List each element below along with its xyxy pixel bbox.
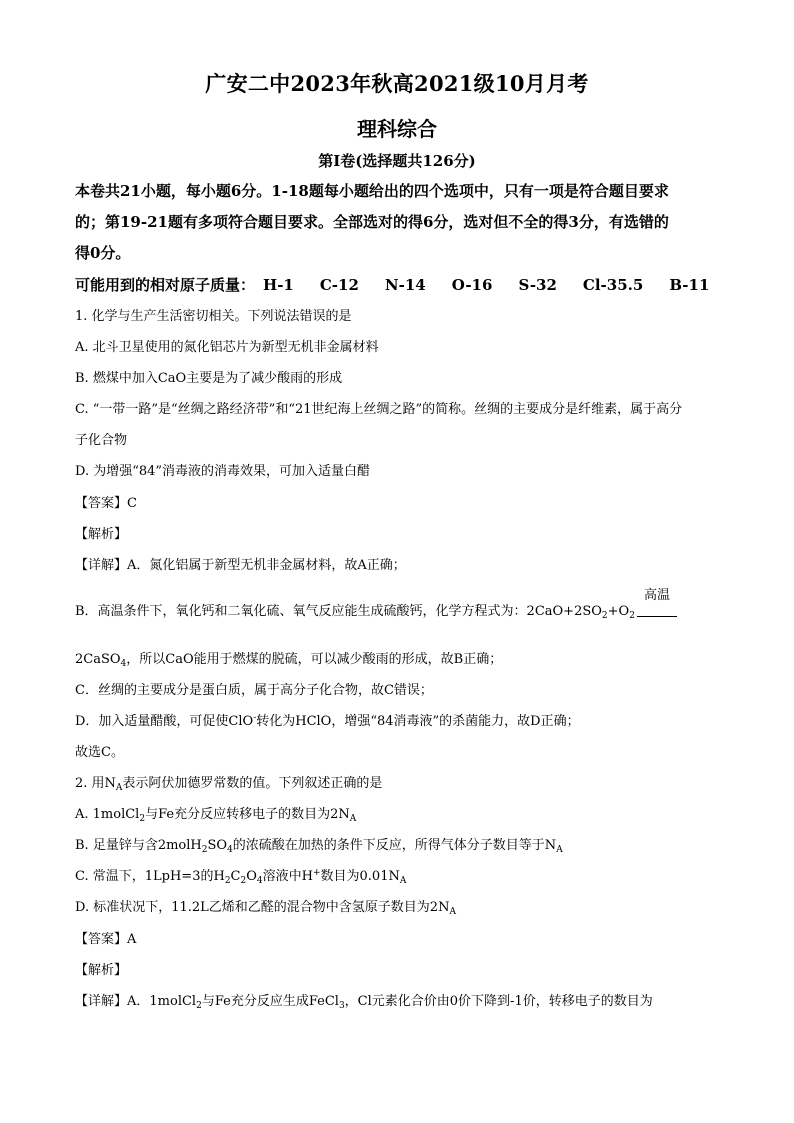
q1-option-b: B. 燃煤中加入CaO主要是为了减少酸雨的形成	[75, 371, 343, 386]
q1-detail-b-line2	[75, 651, 725, 669]
q2-stem	[75, 775, 725, 793]
text: 与Fe充分反应生成FeCl	[201, 994, 339, 1009]
subscript: 2	[601, 611, 608, 621]
subscript: A	[399, 876, 407, 886]
text: D. 标准状况下，11.2L乙烯和乙醛的混合物中含氢原子数目为2N	[75, 900, 450, 915]
text: 与Fe充分反应转移电子的数目为2N	[145, 807, 350, 822]
text: 2CaSO	[75, 652, 121, 667]
superscript: +	[312, 868, 321, 878]
subject-title: 理科综合	[357, 117, 437, 141]
q2-option-c	[75, 868, 725, 886]
text: 2. 用N	[75, 776, 116, 791]
instructions-line-1: 本卷共21小题，每小题6分。1-18题每小题给出的四个选项中，只有一项是符合题目要求	[75, 182, 669, 200]
subscript: 4	[120, 659, 127, 669]
text: ，Cl元素化合价由0价下降到-1价，转移电子的数目为	[344, 994, 653, 1009]
q1-option-c-line1: C. “一带一路”是“丝绸之路经济带”和“21世纪海上丝绸之路”的简称。丝绸的主要成分是纤维素，属于高分	[75, 402, 683, 417]
q1-analysis-heading: 【解析】	[75, 527, 128, 542]
q1-answer: 【答案】C	[75, 496, 137, 511]
exam-title: 广安二中2023年秋高2021级10月月考	[205, 71, 589, 96]
text: O	[246, 869, 257, 884]
q2-option-d	[75, 899, 725, 917]
text: ，所以CaO能用于燃煤的脱硫，可以减少酸雨的形成，故B正确；	[126, 652, 503, 667]
subscript: 4	[256, 876, 263, 886]
subscript: A	[556, 845, 563, 855]
subscript: A	[449, 907, 456, 917]
atomic-mass-item: B-11	[669, 276, 710, 294]
q2-detail-a	[75, 993, 725, 1011]
subscript: 4	[227, 845, 233, 855]
atomic-mass-item: N-14	[384, 276, 426, 294]
subscript: A	[115, 783, 123, 793]
superscript: -	[253, 713, 257, 723]
q1-option-c-line2: 子化合物	[75, 433, 128, 448]
q1-stem: 1. 化学与生产生活密切相关。下列说法错误的是	[75, 309, 352, 324]
text: C. 常温下，1LpH=3的H	[75, 869, 225, 884]
q2-answer: 【答案】A	[75, 932, 137, 947]
subscript: A	[349, 814, 357, 824]
text: A. 1molCl	[75, 807, 140, 822]
text: 【详解】A．1molCl	[75, 994, 197, 1009]
instructions-line-3: 得0分。	[75, 244, 131, 262]
q1-option-d: D. 为增强“84”消毒液的消毒效果，可加入适量白醋	[75, 464, 371, 479]
text: 溶液中H	[262, 869, 313, 884]
q1-detail-a: 【详解】A．氮化铝属于新型无机非金属材料，故A正确；	[75, 558, 406, 573]
text: C	[230, 869, 241, 884]
atomic-mass-item: C-12	[319, 276, 359, 294]
q2-option-a	[75, 806, 725, 824]
subscript: 2	[629, 611, 635, 621]
q1-detail-b-line1	[75, 588, 725, 621]
text: B．高温条件下，氧化钙和二氧化硫、氧气反应能生成硫酸钙，化学方程式为：2CaO+2SO	[75, 604, 602, 619]
atomic-mass-item: S-32	[518, 276, 557, 294]
text: SO	[207, 838, 228, 853]
q2-analysis-heading: 【解析】	[75, 963, 128, 978]
text: 表示阿伏加德罗常数的值。下列叙述正确的是	[122, 776, 383, 791]
subscript: 3	[338, 1001, 345, 1011]
subscript: 2	[240, 876, 247, 886]
text: 转化为HClO，增强“84消毒液”的杀菌能力，故D正确；	[256, 714, 580, 729]
q1-option-a: A. 北斗卫星使用的氮化铝芯片为新型无机非金属材料	[75, 340, 379, 355]
atomic-mass-item: H-1	[263, 276, 294, 294]
text: D．加入适量醋酸，可促使ClO	[75, 714, 254, 729]
subscript: 2	[224, 876, 231, 886]
q1-detail-d	[75, 713, 725, 731]
q1-conclusion: 故选C。	[75, 745, 124, 760]
atomic-masses-label: 可能用到的相对原子质量：	[75, 276, 256, 294]
reaction-condition-arrow	[635, 588, 679, 621]
subscript: 2	[201, 845, 208, 855]
atomic-mass-item: Cl-35.5	[582, 276, 644, 294]
subscript: 2	[139, 814, 146, 824]
section-title: 第I卷(选择题共126分)	[318, 152, 476, 170]
reaction-condition: 高温	[643, 588, 670, 603]
text: 数目为0.01N	[320, 869, 400, 884]
atomic-mass-item: O-16	[451, 276, 493, 294]
atomic-masses	[75, 276, 725, 294]
q2-option-b	[75, 837, 725, 855]
text: 的浓硫酸在加热的条件下反应，所得气体分子数目等于N	[232, 838, 557, 853]
text: +O	[607, 604, 630, 619]
instructions-line-2: 的；第19-21题有多项符合题目要求。全部选对的得6分，选对但不全的得3分，有选错的	[75, 213, 669, 231]
q1-detail-c: C．丝绸的主要成分是蛋白质，属于高分子化合物，故C错误；	[75, 683, 433, 698]
reaction-bar	[637, 606, 677, 617]
text: B. 足量锌与含2molH	[75, 838, 202, 853]
subscript: 2	[196, 1001, 202, 1011]
